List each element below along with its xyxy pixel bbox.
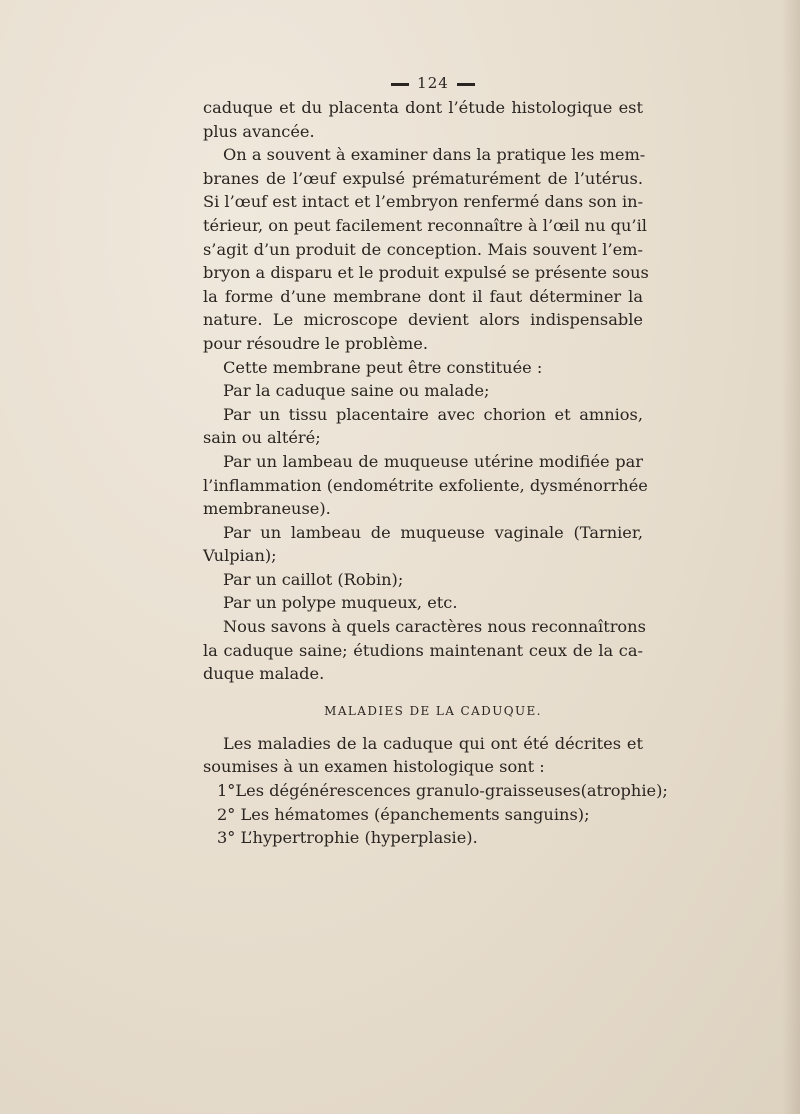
text-line: l’inflammation (endométrite exfoliente, dysménorrhée <box>203 475 648 495</box>
text-line: duque malade. <box>203 664 325 684</box>
text-line: Par un polype muqueux, etc. <box>223 593 458 613</box>
page-edge-shadow <box>782 0 800 1114</box>
text-line: soumises à un examen histologique sont : <box>203 757 545 777</box>
text-line: bryon a disparu et le produit expulsé se présente sous <box>203 263 649 283</box>
list-item: 1°Les dégénérescences granulo-graisseuses(atrophie); <box>217 781 668 801</box>
list-item: 3° L’hypertrophie (hyperplasie). <box>217 828 478 848</box>
text-line: Par la caduque saine ou malade; <box>223 381 490 401</box>
text-line: branes de l’œuf expulsé prématurément de l’utérus. <box>203 168 643 188</box>
text-line: Par un caillot (Robin); <box>223 569 404 589</box>
text-line: membraneuse). <box>203 499 331 519</box>
list-item: 2° Les hématomes (épanchements sanguins); <box>217 804 590 824</box>
text-line: Par un lambeau de muqueuse vaginale (Tarnier, <box>223 522 643 542</box>
section-heading: MALADIES DE LA CADUQUE. <box>324 703 542 718</box>
text-line: Par un lambeau de muqueuse utérine modifiée par <box>223 451 643 471</box>
page-number-dash-right <box>457 83 475 86</box>
section-intro <box>203 732 643 779</box>
page-number <box>203 74 643 92</box>
text-line: Par un tissu placentaire avec chorion et amnios, <box>223 404 643 424</box>
text-line: térieur, on peut facilement reconnaître à l’œil nu qu’il <box>203 215 647 235</box>
text-line: Les maladies de la caduque qui ont été décrites et <box>223 733 643 753</box>
text-line: On a souvent à examiner dans la pratique les mem- <box>223 145 646 165</box>
body-paragraphs <box>203 96 649 686</box>
page-number-value: 124 <box>417 74 449 92</box>
text-line: plus avancée. <box>203 121 315 141</box>
text-line: la caduque saine; étudions maintenant ceux de la ca- <box>203 640 643 660</box>
page-number-dash-left <box>391 83 409 86</box>
page-text-block <box>203 74 668 850</box>
text-line: Nous savons à quels caractères nous reconnaîtrons <box>223 617 646 637</box>
text-line: Si l’œuf est intact et l’embryon renfermé dans son in- <box>203 192 644 212</box>
text-line: la forme d’une membrane dont il faut déterminer la <box>203 286 643 306</box>
text-line: caduque et du placenta dont l’étude histologique est <box>203 98 643 117</box>
text-line: Cette membrane peut être constituée : <box>223 357 543 377</box>
text-line: Vulpian); <box>203 546 277 566</box>
maladies-list <box>203 779 668 850</box>
text-line: nature. Le microscope devient alors indispensable <box>203 310 643 330</box>
text-line: s’agit d’un produit de conception. Mais souvent l’em- <box>203 239 643 259</box>
text-line: pour résoudre le problème. <box>203 333 428 353</box>
text-line: sain ou altéré; <box>203 428 321 448</box>
